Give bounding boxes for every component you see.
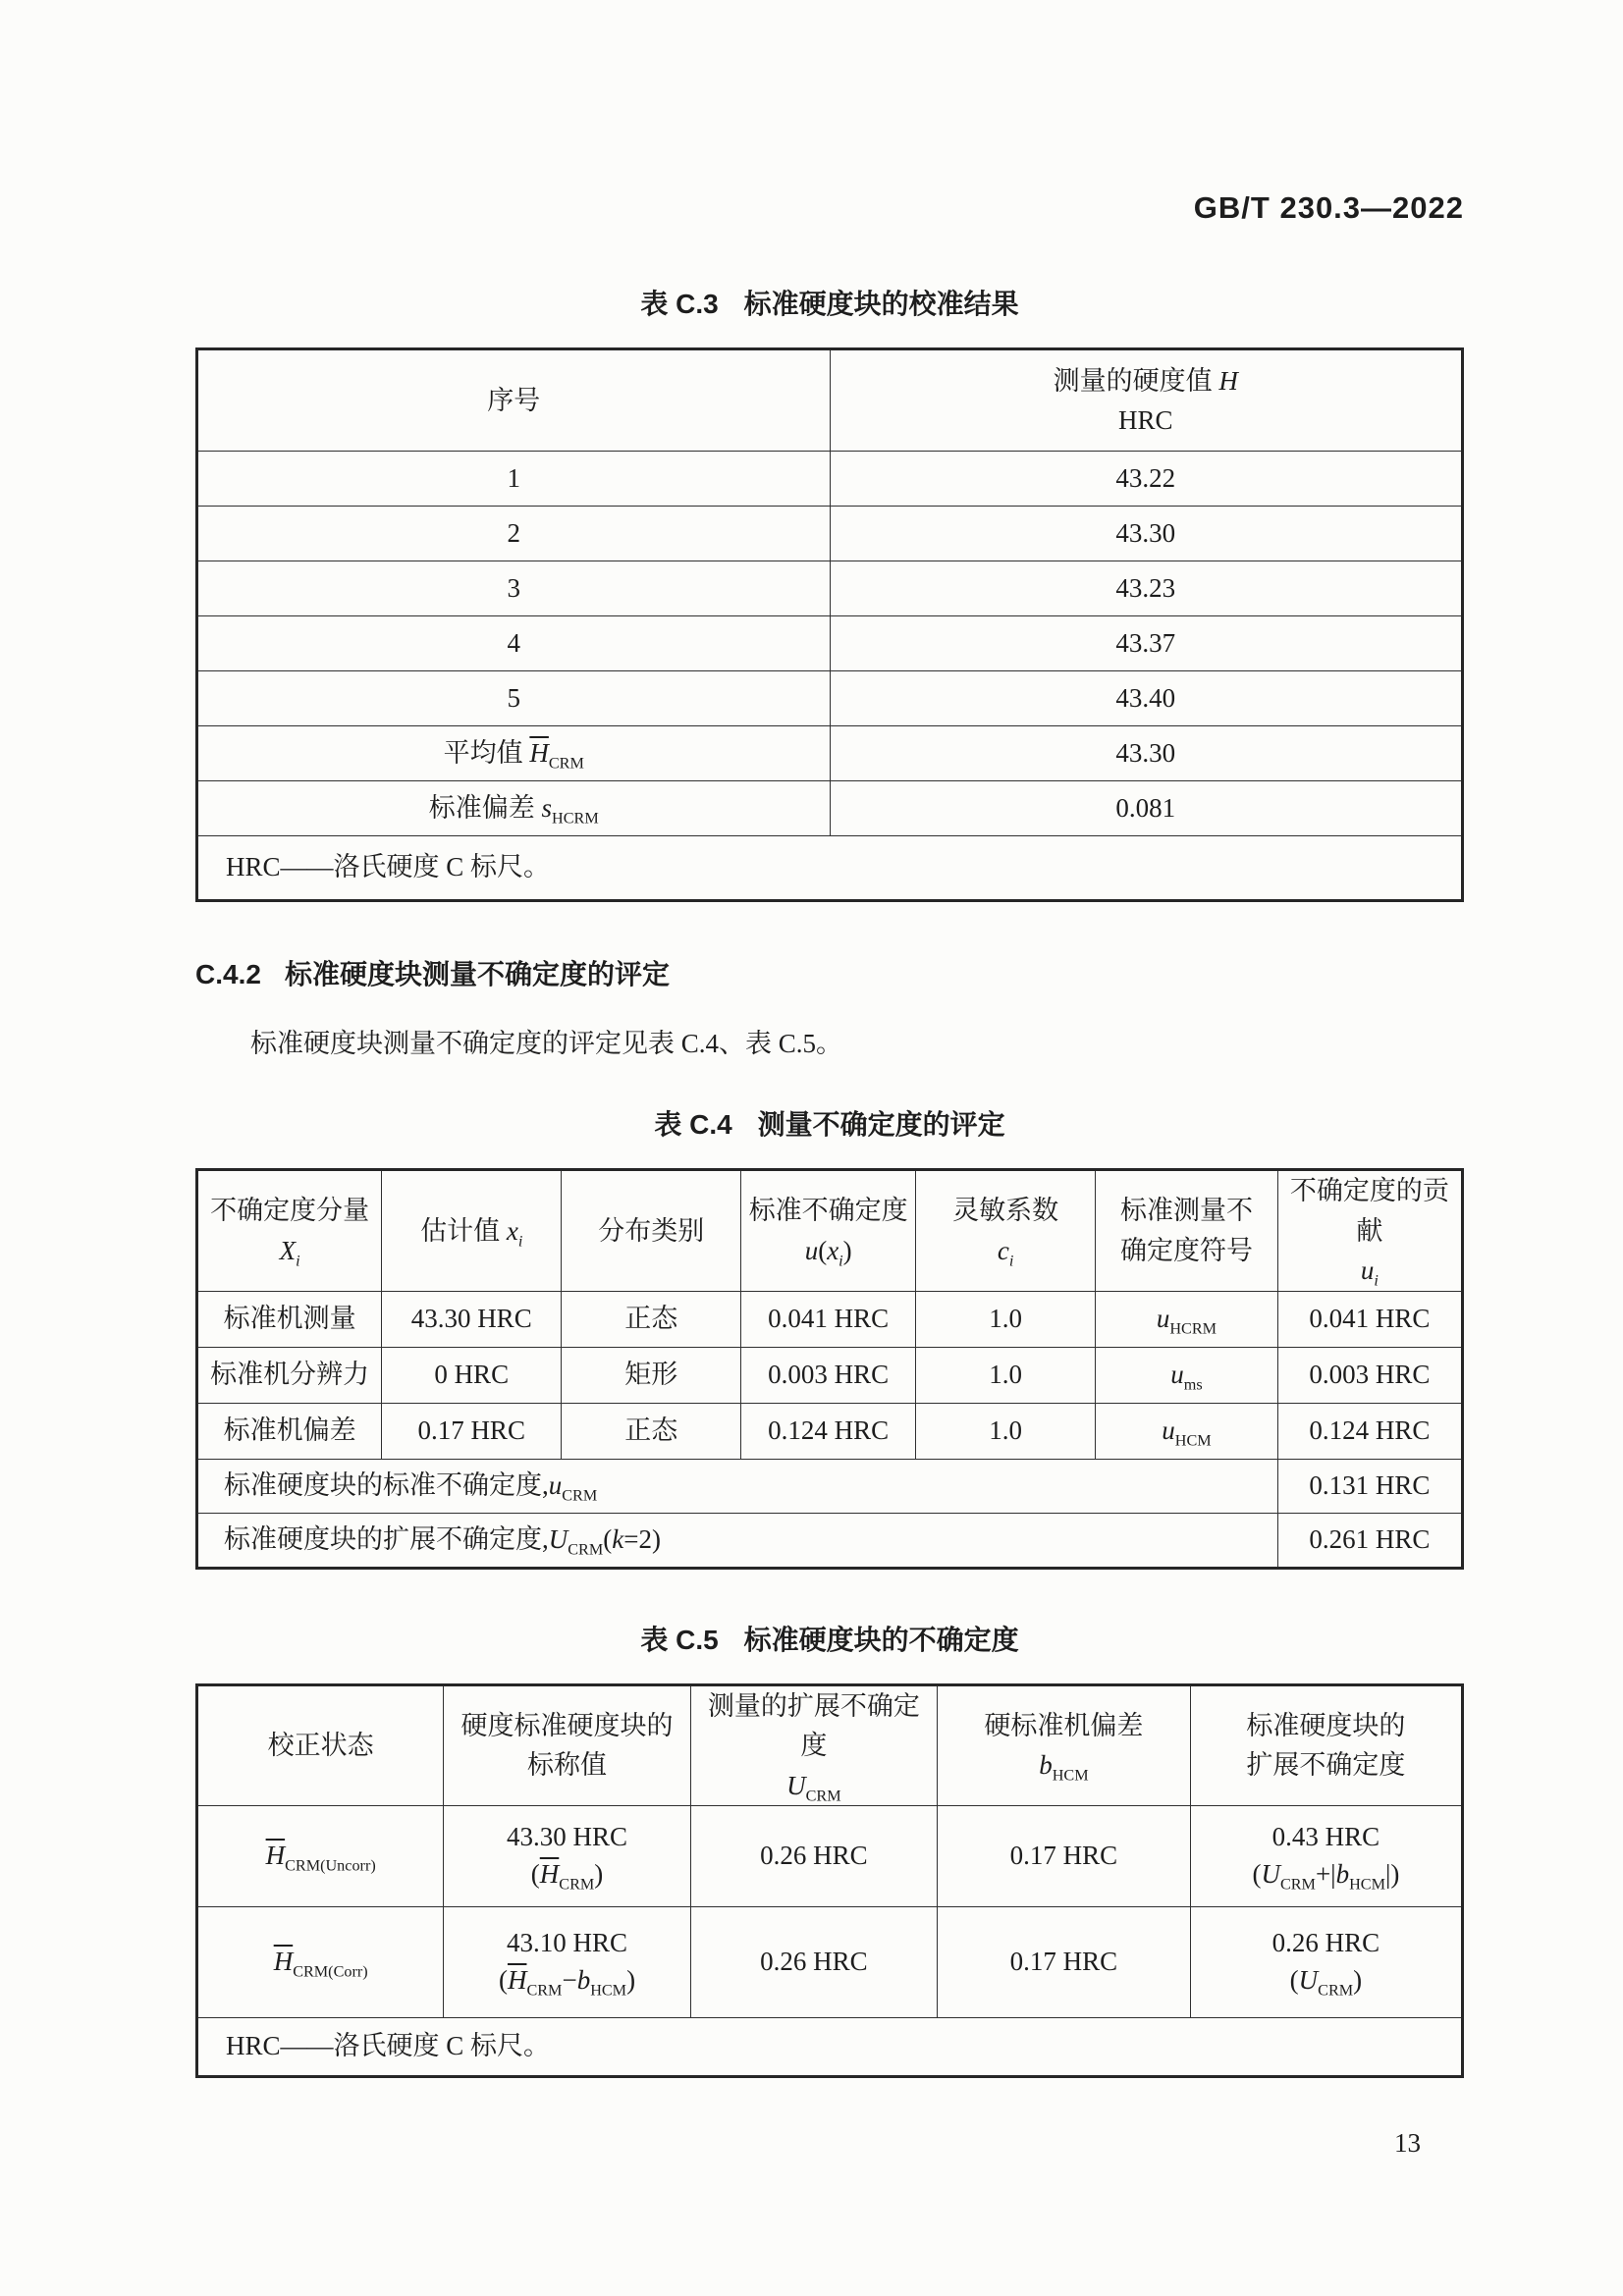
c4-row2-sensitivity: 1.0 bbox=[916, 1347, 1096, 1403]
section-heading-text: 标准硬度块测量不确定度的评定 bbox=[284, 959, 670, 989]
c5-row2-nominal-symbol: $(\overline{H}_{CRM}-b_{HCM})$ bbox=[498, 1965, 636, 2000]
c3-value-5: 43.40 bbox=[830, 671, 1463, 726]
c4-header-component-line1: 不确定度分量 bbox=[210, 1196, 370, 1226]
c3-serial-2: 2 bbox=[197, 507, 831, 561]
c4-expanded-value: 0.261 HRC bbox=[1277, 1513, 1462, 1568]
c4-combined-value: 0.131 HRC bbox=[1277, 1459, 1462, 1513]
c4-combined-label: 标准硬度块的标准不确定度$,u_{CRM}$ bbox=[197, 1459, 1278, 1513]
table-c3-title-number: 表 C.3 bbox=[640, 289, 719, 319]
c3-serial-3: 3 bbox=[197, 561, 831, 616]
c5-row1-nominal-symbol: $(\overline{H}_{CRM})$ bbox=[530, 1859, 604, 1894]
table-c5-title-text: 标准硬度块的不确定度 bbox=[743, 1624, 1019, 1655]
c5-header-ucrm-line2: $U_{CRM}$ bbox=[786, 1770, 841, 1804]
c4-row2-component: 标准机分辨力 bbox=[197, 1347, 382, 1403]
c5-footnote: HRC——洛氏硬度 C 标尺。 bbox=[197, 2018, 1463, 2077]
c5-header-bias bbox=[938, 1684, 1191, 1806]
c3-value-1: 43.22 bbox=[830, 452, 1463, 507]
c4-row2-contribution: 0.003 HRC bbox=[1277, 1347, 1462, 1403]
c4-row1-symbol: $u_{HCRM}$ bbox=[1096, 1291, 1278, 1347]
c5-row2-state: $\overline{H}_{CRM(Corr)}$ bbox=[197, 1907, 444, 2018]
c5-row2-expanded-symbol: $(U_{CRM})$ bbox=[1289, 1965, 1363, 2000]
section-heading bbox=[195, 953, 1464, 992]
c5-header-expanded-line2: 扩展不确定度 bbox=[1246, 1750, 1406, 1781]
c5-row2-expanded bbox=[1190, 1907, 1462, 2018]
c5-row2-expanded-value: 0.26 HRC bbox=[1271, 1928, 1380, 1958]
c4-header-estimate: 估计值 $x_i$ bbox=[382, 1170, 562, 1292]
section-heading-number: C.4.2 bbox=[195, 959, 261, 989]
c3-header-hardness-line1: 测量的硬度值 H bbox=[1053, 365, 1238, 396]
c4-header-std-uncertainty bbox=[741, 1170, 916, 1292]
c5-row2-nominal bbox=[444, 1907, 690, 2018]
c4-header-sensitivity-line2: $c_i$ bbox=[997, 1235, 1014, 1270]
c4-header-symbol-line2: 确定度符号 bbox=[1119, 1235, 1253, 1265]
c3-value-3: 43.23 bbox=[830, 561, 1463, 616]
c5-header-ucrm-line1: 测量的扩展不确定度 bbox=[707, 1690, 920, 1760]
c4-row3-sensitivity: 1.0 bbox=[916, 1403, 1096, 1459]
c5-row1-bias: 0.17 HRC bbox=[938, 1806, 1191, 1907]
c4-header-contribution-line2: $u_i$ bbox=[1360, 1255, 1379, 1290]
c5-header-bias-line1: 硬标准机偏差 bbox=[984, 1710, 1144, 1740]
c4-header-contribution-line1: 不确定度的贡献 bbox=[1289, 1176, 1449, 1246]
c4-header-symbol bbox=[1096, 1170, 1278, 1292]
doc-number: GB/T 230.3—2022 bbox=[1193, 190, 1464, 225]
page-number: 13 bbox=[1394, 2128, 1421, 2158]
c3-sd-value: 0.081 bbox=[830, 781, 1463, 836]
section-paragraph: 标准硬度块测量不确定度的评定见表 C.4、表 C.5。 bbox=[250, 1029, 843, 1058]
c4-header-distribution: 分布类别 bbox=[562, 1170, 741, 1292]
c4-row1-contribution: 0.041 HRC bbox=[1277, 1291, 1462, 1347]
c4-row3-std-uncertainty: 0.124 HRC bbox=[741, 1403, 916, 1459]
c3-serial-5: 5 bbox=[197, 671, 831, 726]
c3-sd-label: 标准偏差 $s_{HCRM}$ bbox=[197, 781, 831, 836]
c4-row3-contribution: 0.124 HRC bbox=[1277, 1403, 1462, 1459]
c3-mean-label: 平均值 $\overline{H}_{CRM}$ bbox=[197, 726, 831, 781]
c4-header-sensitivity bbox=[916, 1170, 1096, 1292]
c5-header-expanded-line1: 标准硬度块的 bbox=[1246, 1710, 1406, 1740]
c4-header-std-uncertainty-line1: 标准不确定度 bbox=[748, 1196, 908, 1226]
table-c4-title bbox=[195, 1103, 1464, 1143]
table-c4-title-text: 测量不确定度的评定 bbox=[757, 1109, 1005, 1140]
c5-header-ucrm bbox=[690, 1684, 937, 1806]
c4-row3-symbol: $u_{HCM}$ bbox=[1096, 1403, 1278, 1459]
c4-row2-symbol: $u_{ms}$ bbox=[1096, 1347, 1278, 1403]
c5-header-state: 校正状态 bbox=[197, 1684, 444, 1806]
c4-row1-distribution: 正态 bbox=[562, 1291, 741, 1347]
c5-header-nominal-line2: 标称值 bbox=[527, 1750, 608, 1781]
c3-serial-4: 4 bbox=[197, 616, 831, 671]
c5-row2-nominal-value: 43.10 HRC bbox=[507, 1928, 628, 1958]
c3-value-4: 43.37 bbox=[830, 616, 1463, 671]
c3-serial-1: 1 bbox=[197, 452, 831, 507]
c4-row1-std-uncertainty: 0.041 HRC bbox=[741, 1291, 916, 1347]
c5-row1-ucrm: 0.26 HRC bbox=[690, 1806, 937, 1907]
c5-row1-expanded-symbol: $(U_{CRM}+|b_{HCM}|)$ bbox=[1252, 1859, 1400, 1894]
c3-footnote: HRC——洛氏硬度 C 标尺。 bbox=[197, 836, 1463, 901]
c4-row1-component: 标准机测量 bbox=[197, 1291, 382, 1347]
table-c4-title-number: 表 C.4 bbox=[654, 1109, 732, 1140]
c4-header-std-uncertainty-line2: $u(x_i)$ bbox=[804, 1235, 852, 1270]
c4-header-sensitivity-line1: 灵敏系数 bbox=[952, 1196, 1059, 1226]
table-c5 bbox=[195, 1683, 1464, 2079]
c5-header-nominal-line1: 硬度标准硬度块的 bbox=[460, 1710, 674, 1740]
c3-header-serial: 序号 bbox=[197, 349, 831, 452]
c4-header-symbol-line1: 标准测量不 bbox=[1119, 1196, 1253, 1226]
c3-value-2: 43.30 bbox=[830, 507, 1463, 561]
c5-row1-nominal-value: 43.30 HRC bbox=[507, 1822, 628, 1852]
table-c5-title bbox=[195, 1619, 1464, 1658]
c4-header-component-line2: $X_i$ bbox=[279, 1235, 300, 1270]
c3-header-hardness-line2: HRC bbox=[1117, 405, 1173, 435]
c5-header-expanded bbox=[1190, 1684, 1462, 1806]
table-c4 bbox=[195, 1168, 1464, 1570]
c4-row1-sensitivity: 1.0 bbox=[916, 1291, 1096, 1347]
c4-row2-std-uncertainty: 0.003 HRC bbox=[741, 1347, 916, 1403]
c5-header-nominal bbox=[444, 1684, 690, 1806]
c3-header-hardness bbox=[830, 349, 1463, 452]
table-c3-title-text: 标准硬度块的校准结果 bbox=[743, 289, 1019, 319]
table-c5-title-number: 表 C.5 bbox=[640, 1624, 719, 1655]
c4-row1-estimate: 43.30 HRC bbox=[382, 1291, 562, 1347]
c4-row2-distribution: 矩形 bbox=[562, 1347, 741, 1403]
c5-row2-ucrm: 0.26 HRC bbox=[690, 1907, 937, 2018]
c5-row1-nominal bbox=[444, 1806, 690, 1907]
c4-expanded-label: 标准硬度块的扩展不确定度$,U_{CRM}(k=2)$ bbox=[197, 1513, 1278, 1568]
c5-row1-expanded bbox=[1190, 1806, 1462, 1907]
table-c3 bbox=[195, 347, 1464, 902]
c4-row3-component: 标准机偏差 bbox=[197, 1403, 382, 1459]
c4-header-contribution bbox=[1277, 1170, 1462, 1292]
c5-row1-state: $\overline{H}_{CRM(Uncorr)}$ bbox=[197, 1806, 444, 1907]
c4-header-component bbox=[197, 1170, 382, 1292]
table-c3-title bbox=[195, 283, 1464, 322]
c3-mean-value: 43.30 bbox=[830, 726, 1463, 781]
c4-row2-estimate: 0 HRC bbox=[382, 1347, 562, 1403]
c5-row1-expanded-value: 0.43 HRC bbox=[1271, 1822, 1380, 1852]
c4-row3-distribution: 正态 bbox=[562, 1403, 741, 1459]
c4-row3-estimate: 0.17 HRC bbox=[382, 1403, 562, 1459]
c5-header-bias-line2: $b_{HCM}$ bbox=[1039, 1750, 1089, 1785]
page-content bbox=[195, 0, 1464, 2078]
c5-row2-bias: 0.17 HRC bbox=[938, 1907, 1191, 2018]
